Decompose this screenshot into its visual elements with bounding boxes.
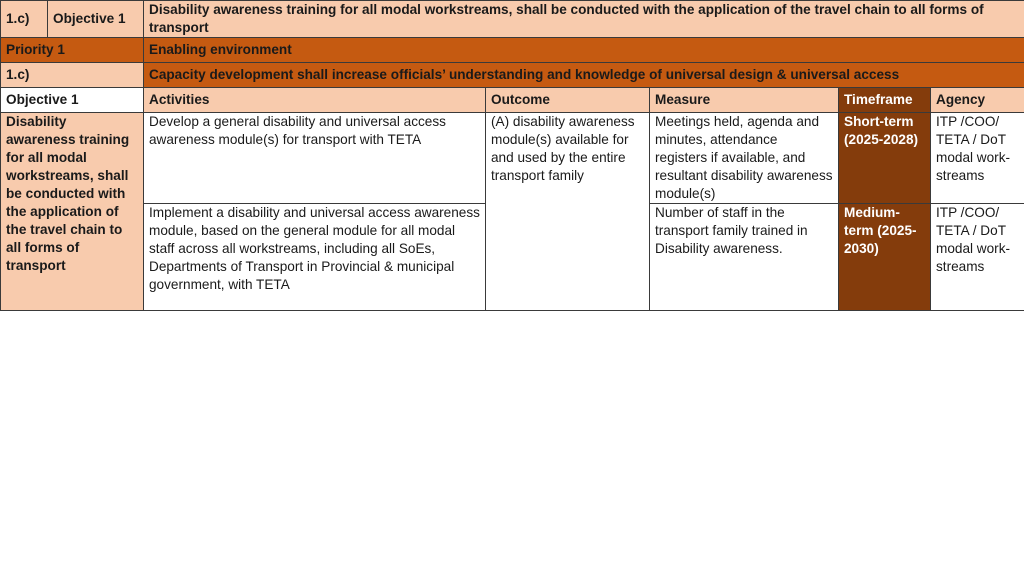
col-header-timeframe: Timeframe bbox=[839, 88, 931, 113]
priority-row bbox=[1, 38, 1024, 63]
col-header-outcome: Outcome bbox=[486, 88, 650, 113]
priority-label: Priority 1 bbox=[1, 38, 144, 63]
header-code: 1.c) bbox=[1, 1, 48, 38]
measure-cell: Meetings held, agenda and minutes, attendance registers if available, and resultant disability awareness module(s) bbox=[650, 113, 839, 204]
header-objective-label: Objective 1 bbox=[48, 1, 144, 38]
table-row bbox=[1, 113, 1024, 204]
col-header-agency: Agency bbox=[931, 88, 1024, 113]
activity-cell: Implement a disability and universal access awareness module, based on the general module for all modal staff across all workstreams, including all SoEs, Departments of Transport in Provincial & municipal government, with TETA bbox=[144, 204, 486, 311]
activity-cell: Develop a general disability and universal access awareness module(s) for transport with TETA bbox=[144, 113, 486, 204]
col-header-measure: Measure bbox=[650, 88, 839, 113]
col-header-objective: Objective 1 bbox=[1, 88, 144, 113]
section-text: Capacity development shall increase officials’ understanding and knowledge of universal design & universal access bbox=[144, 63, 1024, 88]
column-header-row bbox=[1, 88, 1024, 113]
col-header-activities: Activities bbox=[144, 88, 486, 113]
timeframe-cell: Medium-term (2025-2030) bbox=[839, 204, 931, 311]
section-code: 1.c) bbox=[1, 63, 144, 88]
timeframe-cell: Short-term (2025-2028) bbox=[839, 113, 931, 204]
objective-header-row bbox=[1, 1, 1024, 38]
header-objective-text: Disability awareness training for all modal workstreams, shall be conducted with the application of the travel chain to all forms of transport bbox=[144, 1, 1024, 38]
objective-cell: Disability awareness training for all modal workstreams, shall be conducted with the application of the travel chain to all forms of transport bbox=[1, 113, 144, 311]
section-row bbox=[1, 63, 1024, 88]
measure-cell: Number of staff in the transport family trained in Disability awareness. bbox=[650, 204, 839, 311]
agency-cell: ITP /COO/ TETA / DoT modal work-streams bbox=[931, 113, 1024, 204]
agency-cell: ITP /COO/ TETA / DoT modal work-streams bbox=[931, 204, 1024, 311]
outcome-cell: (A) disability awareness module(s) available for and used by the entire transport family bbox=[486, 113, 650, 311]
priority-text: Enabling environment bbox=[144, 38, 1024, 63]
